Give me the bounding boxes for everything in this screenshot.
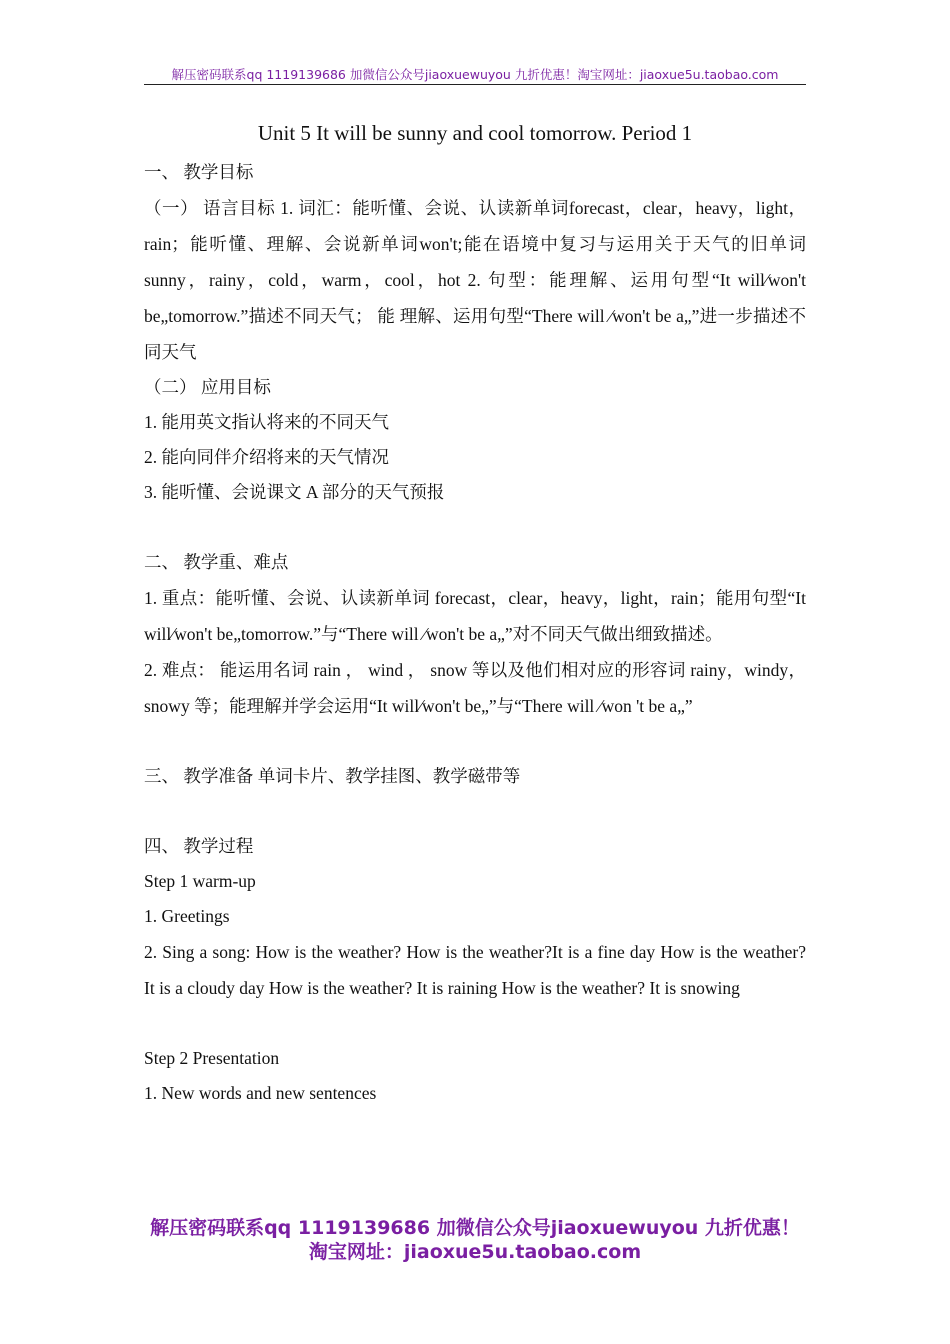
step-2-heading: Step 2 Presentation xyxy=(144,1048,280,1068)
application-goals-heading: （二） 应用目标 xyxy=(144,377,271,397)
difficult-points-paragraph: 2. 难点： 能运用名词 rain ， wind ， snow 等以及他们相对应的形容词 rainy，windy，snowy 等；能理解并学会运用“It will⁄won't be„”与“There will ⁄won 't be a„” xyxy=(144,660,806,716)
section-3-line: 三、 教学准备 单词卡片、教学挂图、教学磁带等 xyxy=(144,766,521,786)
document-body xyxy=(144,155,806,1111)
document-title: Unit 5 It will be sunny and cool tomorrow. Period 1 xyxy=(257,121,693,145)
footer-line-1: 解压密码联系qq 1119139686 加微信公众号jiaoxuewuyou 九折优惠！ xyxy=(150,1217,800,1239)
key-points-paragraph: 1. 重点：能听懂、会说、认读新单词 forecast，clear，heavy，light，rain；能用句型“It will⁄won't be„tomorrow.”与“There will ⁄won't be a„”对不同天气做出细致描述。 xyxy=(144,588,806,644)
step-1-heading: Step 1 warm-up xyxy=(144,871,256,891)
page-footer xyxy=(0,1216,950,1264)
header-contact-text: 解压密码联系qq 1119139686 加微信公众号jiaoxuewuyou 九折优惠！淘宝网址：jiaoxue5u.taobao.com xyxy=(171,67,779,82)
step-1-item-1: 1. Greetings xyxy=(144,906,230,926)
step-2-item-1: 1. New words and new sentences xyxy=(144,1083,377,1103)
application-goal-1: 1. 能用英文指认将来的不同天气 xyxy=(144,412,389,432)
spacer xyxy=(144,794,806,829)
language-goals-paragraph: （一） 语言目标 1. 词汇：能听懂、会说、认读新单词forecast，clear，heavy，light，rain；能听懂、理解、会说新单词won't;能在语境中复习与运用关于天气的旧单词sunny，rainy，cold，warm，cool，hot 2. 句型：能理解、运用句型“It will⁄won't be„tomorrow.”描述不同天气； 能 理解、运用句型“There will ⁄won't be a„”进一步描述不同天气 xyxy=(144,198,806,362)
spacer xyxy=(144,724,806,759)
section-2-heading: 二、 教学重、难点 xyxy=(144,552,289,572)
page-header xyxy=(144,66,806,85)
step-1-item-2: 2. Sing a song: How is the weather? How is the weather?It is a fine day How is the weather? It is a cloudy day How is the weather? It is raining How is the weather? It is snowing xyxy=(144,942,806,998)
section-1-heading: 一、 教学目标 xyxy=(144,162,254,182)
application-goal-3: 3. 能听懂、会说课文 A 部分的天气预报 xyxy=(144,482,445,502)
footer-line-2: 淘宝网址：jiaoxue5u.taobao.com xyxy=(308,1241,642,1263)
spacer xyxy=(144,1006,806,1041)
section-4-heading: 四、 教学过程 xyxy=(144,836,254,856)
application-goal-2: 2. 能向同伴介绍将来的天气情况 xyxy=(144,447,389,467)
spacer xyxy=(144,510,806,545)
